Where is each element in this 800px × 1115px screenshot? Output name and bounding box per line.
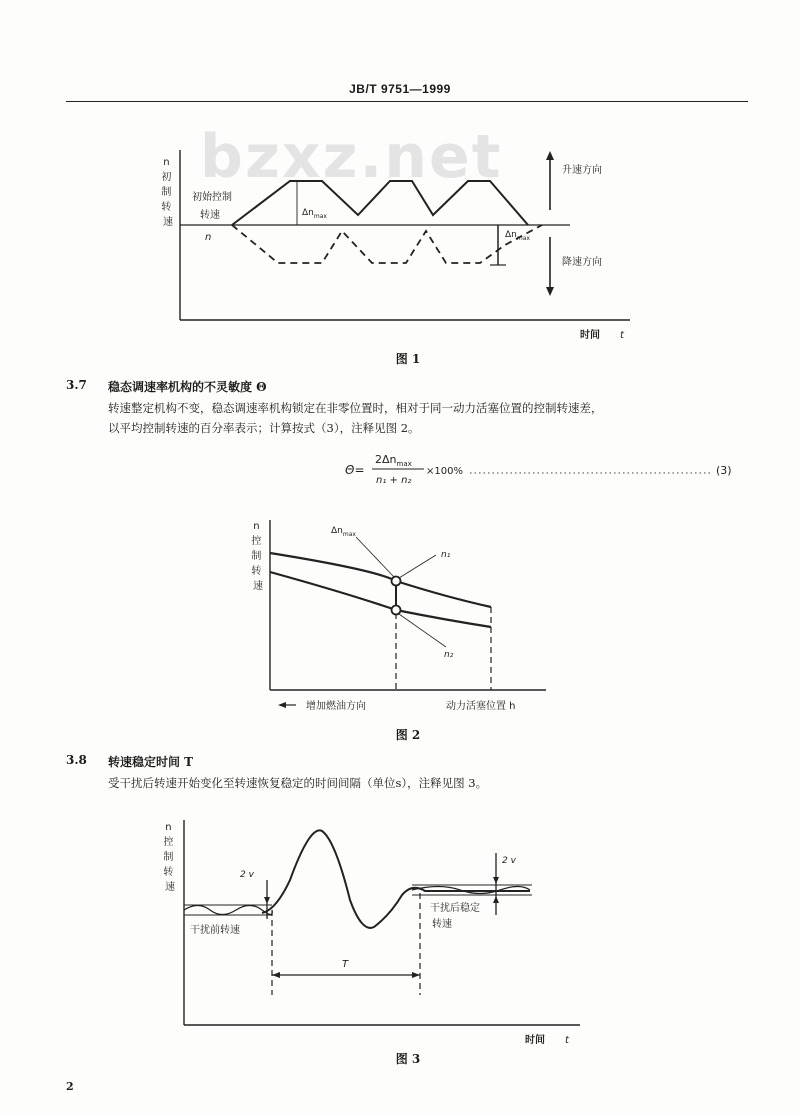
fig1-falling-label: 降速方向 bbox=[562, 257, 602, 268]
fig1-y-label: n 初 制 转 速 bbox=[161, 157, 173, 228]
fig2-delta-label: $\Delta n_{max}$ bbox=[331, 526, 356, 538]
fig1-x-symbol: t bbox=[620, 330, 624, 341]
figure-2-caption: 图 2 bbox=[395, 728, 421, 742]
header-rule bbox=[66, 101, 748, 102]
fig2-y-label: n 控 制 转 速 bbox=[251, 521, 263, 592]
fig3-2v-left-label: 2 v bbox=[240, 870, 254, 880]
fig1-n-label: n bbox=[205, 232, 212, 243]
fig3-x-label: 时间 bbox=[525, 1035, 545, 1046]
fig3-x-symbol: t bbox=[565, 1035, 569, 1046]
fig3-response-curve bbox=[262, 830, 530, 928]
fig3-y-label: n 控 制 转 速 bbox=[163, 822, 175, 893]
fig3-after-label: 干扰后稳定 转速 bbox=[430, 903, 480, 930]
formula-3 bbox=[340, 448, 750, 488]
figure-2 bbox=[236, 515, 566, 715]
svg-text:(3): (3) bbox=[716, 464, 732, 477]
section-3-8-title: 转速稳定时间 T bbox=[108, 755, 194, 769]
fig2-x-label-left: 增加燃油方向 bbox=[306, 701, 366, 712]
fig1-delta-rising-label: $\Delta n_{max}$ bbox=[302, 208, 327, 220]
fig2-n1-label: n₁ bbox=[441, 550, 451, 560]
section-3-8-body-line-1: 受干扰后转速开始变化至转速恢复稳定的时间间隔（单位s），注释见图 3。 bbox=[108, 776, 488, 790]
fig2-n2-label: n₂ bbox=[444, 650, 454, 660]
figure-3-caption: 图 3 bbox=[395, 1052, 421, 1066]
svg-text:Θ=: Θ= bbox=[345, 463, 365, 477]
section-3-7-body-line-1: 转速整定机构不变，稳态调速率机构锁定在非零位置时，相对于同一动力活塞位置的控制转速差， bbox=[108, 401, 603, 415]
figure-3 bbox=[150, 815, 600, 1050]
standard-code: JB/T 9751—1999 bbox=[349, 82, 451, 96]
fig1-x-label: 时间 bbox=[580, 330, 600, 341]
fig3-T-label: T bbox=[342, 959, 349, 970]
fig2-n1-curve bbox=[270, 553, 491, 607]
svg-text:n₁ + n₂: n₁ + n₂ bbox=[376, 475, 412, 486]
fig1-initial-speed-label: 初始控制 转速 bbox=[192, 192, 232, 221]
fig1-delta-falling-label: $\Delta n_{max}$ bbox=[505, 230, 530, 242]
svg-text:2Δnmax: $2\Delta n_{max}$ bbox=[375, 453, 412, 468]
fig1-falling-curve bbox=[232, 225, 542, 263]
figure-1-caption: 图 1 bbox=[395, 352, 421, 366]
section-3-7-number: 3.7 bbox=[66, 378, 87, 392]
fig3-before-label: 干扰前转速 bbox=[190, 925, 240, 936]
watermark: bzxz.net bbox=[200, 122, 503, 192]
fig1-rising-label: 升速方向 bbox=[562, 165, 602, 176]
fig2-x-label-right: 动力活塞位置 h bbox=[446, 701, 516, 712]
fig2-point-n2 bbox=[392, 606, 401, 615]
fig3-before-wave bbox=[184, 906, 272, 915]
page-number: 2 bbox=[66, 1080, 74, 1093]
figure-1 bbox=[150, 145, 670, 345]
svg-text:×100%: ×100% bbox=[426, 466, 463, 477]
fig3-2v-right-label: 2 v bbox=[502, 856, 516, 866]
section-3-7-body-line-2: 以平均控制转速的百分率表示；计算按式（3），注释见图 2。 bbox=[108, 421, 420, 435]
section-3-8-number: 3.8 bbox=[66, 753, 87, 767]
fig1-rising-curve bbox=[232, 181, 528, 225]
section-3-7-title: 稳态调速率机构的不灵敏度 Θ bbox=[108, 380, 267, 394]
